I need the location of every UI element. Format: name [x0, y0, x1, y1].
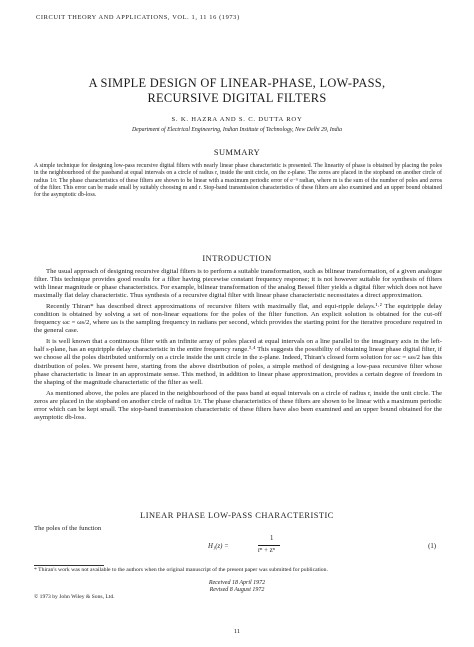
- equation-lhs: H₁(z) =: [208, 543, 229, 550]
- linear-phase-heading: LINEAR PHASE LOW-PASS CHARACTERISTIC: [140, 511, 334, 520]
- title-line-2: RECURSIVE DIGITAL FILTERS: [147, 91, 327, 105]
- authors: S. K. HAZRA AND S. C. DUTTA ROY: [171, 116, 303, 123]
- received-dates: [0, 580, 474, 595]
- footnote-rule: [34, 565, 104, 566]
- intro-paragraph-3: It is well known that a continuous filter with an infinite array of poles placed at equal intervals on a line parallel to the imaginary axis in the left-half s-plane, has an equiripple delay characteristic in the entire frequency range.³·⁴ This suggests the possibility of obtaining linear phase digital filter, if we choose all the poles distributed uniformly on a circle inside the unit circle in the z-plane. Indeed, Thiran's closed form solution for ωc = ωs/2 has this distribution of poles. We present here, starting from the above distribution of poles, a simple method of designing a low-pass recursive filter whose phase characteristic is linear in an approximate sense. This method, in addition to linear phase approximation, provides a certain degree of freedom in the shaping of the magnitude characteristic of the filter as well.: [34, 338, 442, 386]
- equation-denominator: rⁿ + zⁿ: [258, 547, 275, 554]
- introduction-heading: INTRODUCTION: [202, 254, 272, 263]
- fraction-bar: [258, 545, 280, 546]
- summary-text: A simple technique for designing low-pass recursive digital filters with nearly linear phase characteristic is presented. The linearity of phase is obtained by placing the poles in the neighbourhood of the passband at equal intervals on a circle of radius r, inside the unit circle, on the z-plane. The zeros are placed in the stopband on another circle of radius 1/r. The phase characteristics of these filters are shown to be linear with a maximum periodic error of e⁻ⁿ radian, where m is the sum of the number of poles and zeros of the filter. This error can be made small by suitably choosing m and r. Stop-band transmission characteristics of these filters are also examined and an upper bound obtained for the asymptotic db-loss.: [34, 163, 442, 199]
- running-head: CIRCUIT THEORY AND APPLICATIONS, VOL. 1, 11 16 (1973): [36, 14, 240, 21]
- introduction-body: [34, 268, 442, 425]
- intro-paragraph-1: The usual approach of designing recursive digital filters is to perform a suitable transformation, such as bilinear transformation, of a given analogue filter. This technique provides good results for a filter having piecewise constant frequency response; it is not however suitable for synthesis of filters with linear magnitude or phase characteristics. For example, bilinear transformation of the analog Bessel filter yields a digital filter which does not have maximally flat delay characteristic. Thus synthesis of a recursive digital filter with linear phase characteristic necessitates a direct approximation.: [34, 268, 442, 300]
- revised-date: Revised 8 August 1972: [209, 587, 265, 594]
- title-line-1: A SIMPLE DESIGN OF LINEAR-PHASE, LOW-PASS,: [88, 76, 386, 90]
- page-number: 11: [233, 628, 241, 635]
- intro-paragraph-4: As mentioned above, the poles are placed in the neighbourhood of the pass band at equal intervals on a circle of radius r, inside the unit circle. The zeros are placed in the stopband on another circle of radius 1/r. The phase characteristics of these filters are shown to be linear with a maximum periodic error which can be kept small. The stop-band transmission characteristic of these filters have also been examined and an upper bound obtained for the asymptotic db-loss.: [34, 389, 442, 421]
- equation-numerator: 1: [270, 535, 274, 542]
- affiliation: Department of Electrical Engineering, Indian Institute of Technology, New Delhi 29, India: [131, 127, 343, 133]
- equation-1: [34, 535, 442, 559]
- received-date: Received 18 April 1972: [208, 580, 266, 586]
- equation-number: (1): [428, 543, 436, 550]
- intro-paragraph-2: Recently Thiran* has described direct approximations of recursive filters with maximally flat, and equi-ripple delays.¹·² The equiripple delay condition is obtained by solving a set of non-linear equations for the poles of the filter function. An explicit solution is obtained for the cut-off frequency ωc = ωs/2, where ωs is the sampling frequency in radians per second, which provides the starting point for the iterative procedure required in the general case.: [34, 303, 442, 335]
- summary-heading: SUMMARY: [213, 148, 261, 157]
- copyright: © 1973 by John Wiley & Sons, Ltd.: [34, 594, 115, 600]
- linear-phase-intro: The poles of the function: [34, 525, 102, 532]
- paper-title: [0, 76, 474, 106]
- footnote: * Thiran's work was not available to the authors when the original manuscript of the present paper was submitted for publication.: [34, 567, 328, 573]
